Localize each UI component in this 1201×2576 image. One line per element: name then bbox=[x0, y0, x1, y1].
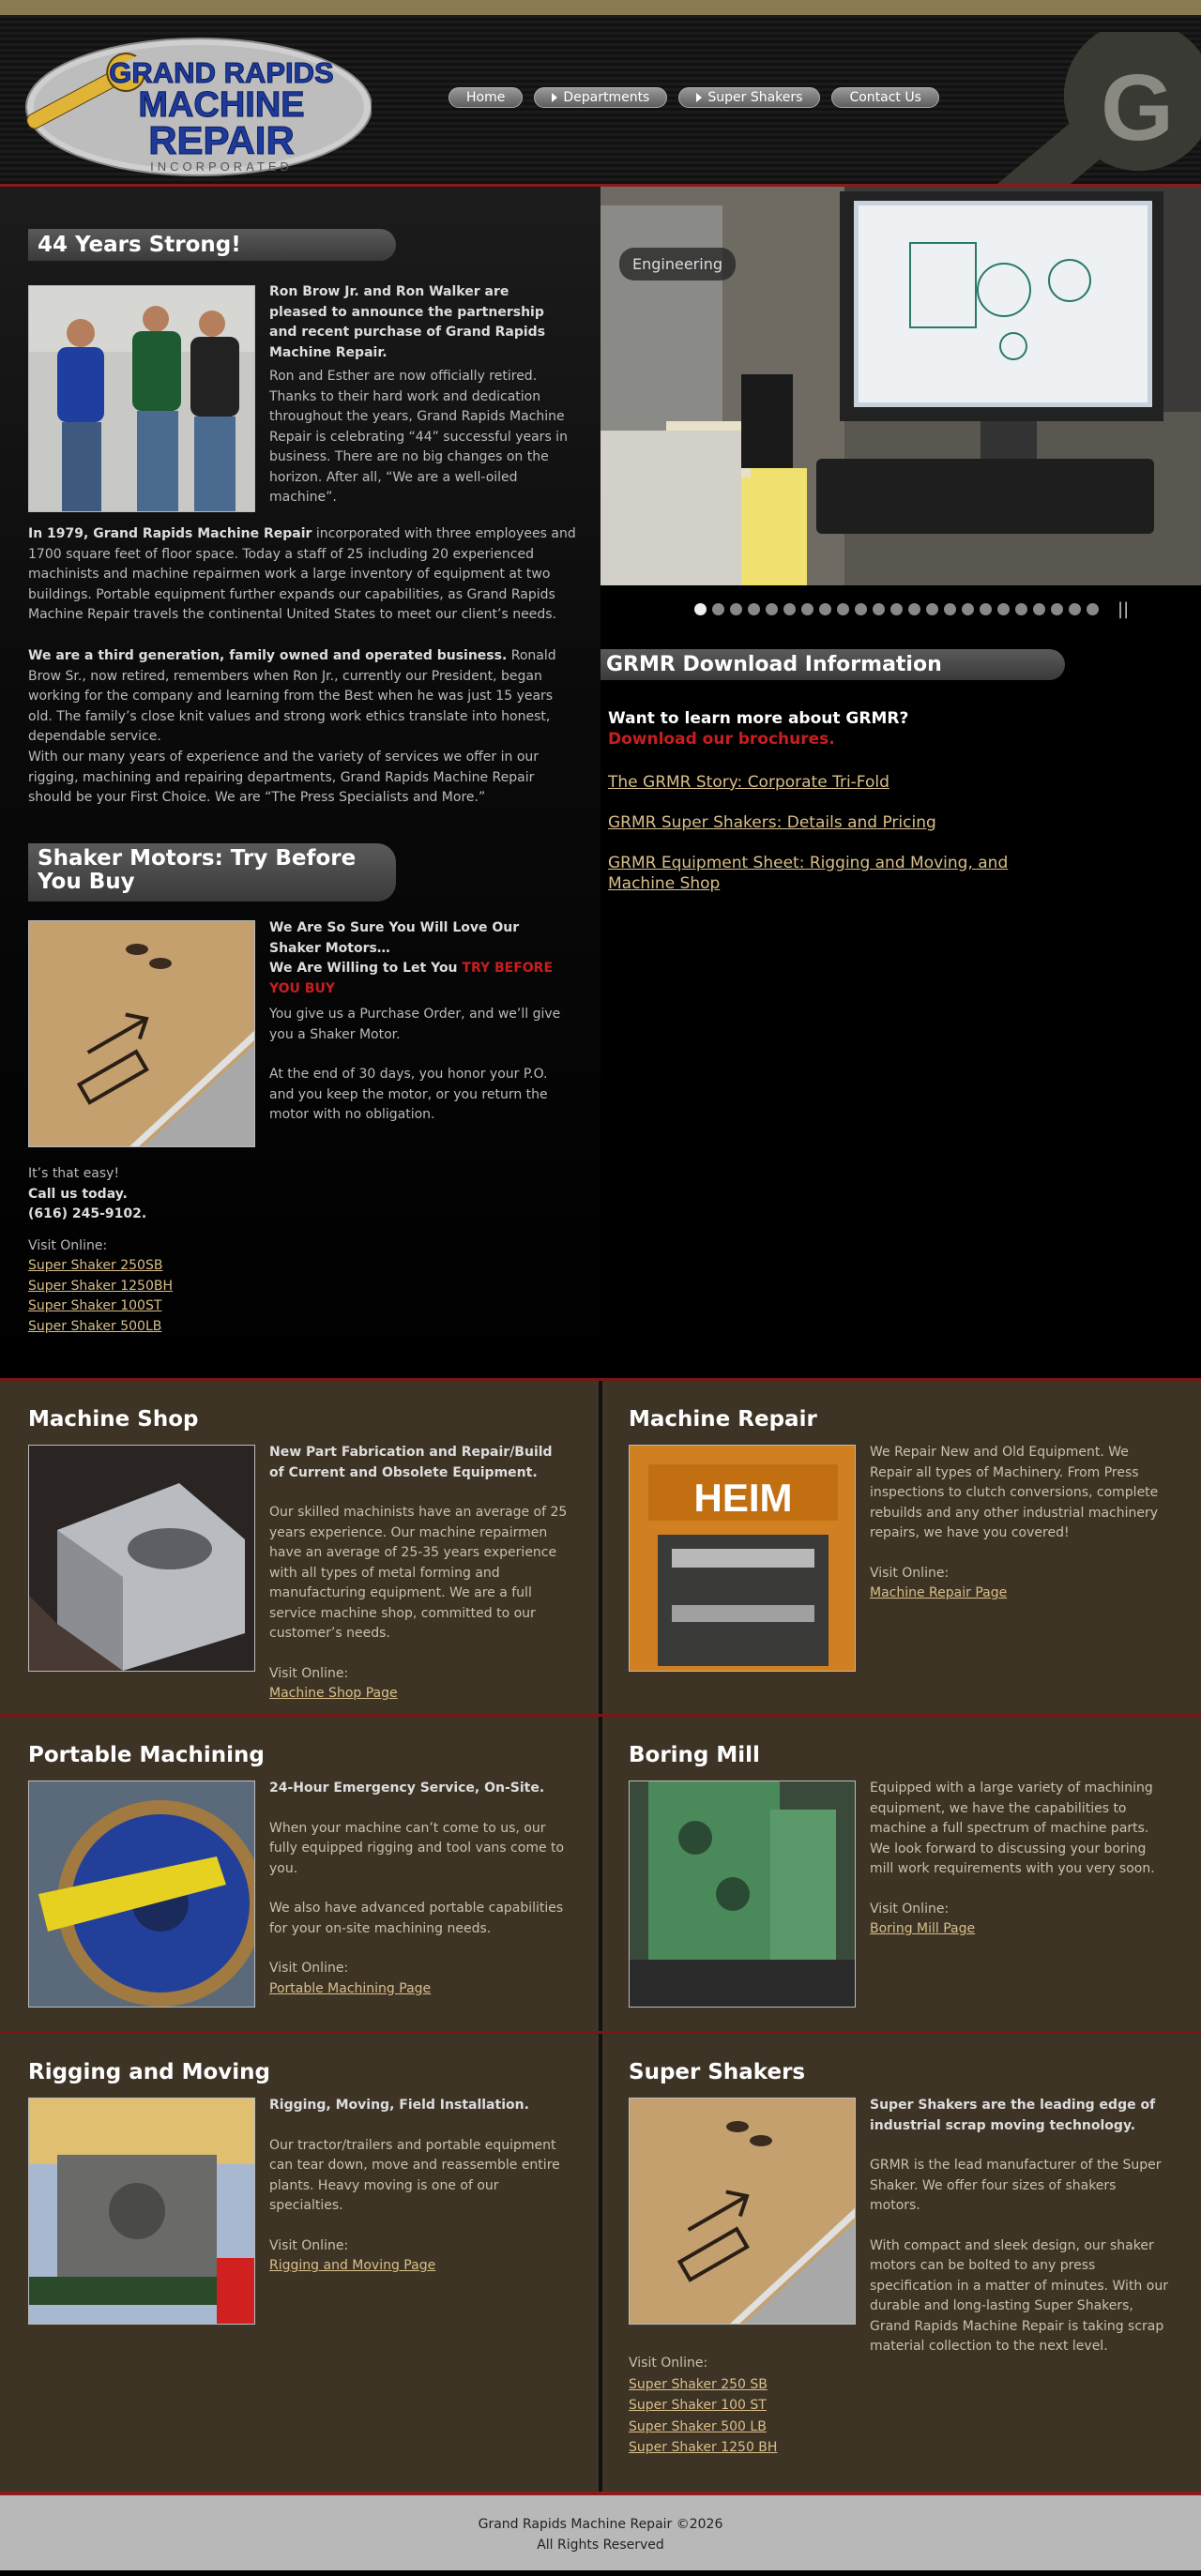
strong-p4: With our many years of experience and the variety of services we offer in our rigging, machining and repairing departments, Grand Rapids Machine Repair should be your First Choice. We are “The Press Specialists and More.” bbox=[28, 750, 540, 805]
site-header bbox=[0, 15, 1201, 187]
slider-dot[interactable] bbox=[712, 603, 724, 615]
slider-dots bbox=[694, 599, 1129, 619]
super-shakers-photo bbox=[629, 2098, 856, 2325]
super-shakers-title: Super Shakers bbox=[629, 2060, 806, 2084]
slider-dot[interactable] bbox=[962, 603, 974, 615]
section-super-shakers bbox=[600, 2031, 1201, 2492]
logo-line4: INCORPORATED bbox=[150, 159, 293, 174]
machine-repair-visit: Visit Online: bbox=[870, 1565, 950, 1581]
slider-pause-button[interactable]: || bbox=[1117, 599, 1130, 619]
nav-super-shakers-label: Super Shakers bbox=[707, 90, 803, 105]
download-question: Want to learn more about GRMR? bbox=[608, 709, 909, 728]
link-super-shaker-250sb[interactable]: Super Shaker 250SB bbox=[28, 1258, 163, 1273]
section-machine-shop bbox=[0, 1378, 600, 1714]
machine-shop-title: Machine Shop bbox=[28, 1407, 199, 1432]
shaker-call: Call us today. bbox=[28, 1186, 128, 1202]
shaker-contact bbox=[28, 1164, 403, 1337]
logo-line2: MACHINE bbox=[138, 85, 305, 125]
shaker-easy: It’s that easy! bbox=[28, 1166, 120, 1181]
main-nav bbox=[448, 87, 939, 108]
footer-rights: All Rights Reserved bbox=[537, 2538, 664, 2553]
download-title: GRMR Download Information bbox=[606, 653, 942, 676]
slider-caption: Engineering bbox=[619, 248, 736, 280]
machine-repair-text bbox=[870, 1443, 1170, 1604]
shaker-b1: We Are So Sure You Will Love Our Shaker Motors… bbox=[269, 920, 520, 956]
slider-dot[interactable] bbox=[694, 603, 707, 615]
portable-machining-bold: 24-Hour Emergency Service, On-Site. bbox=[269, 1780, 545, 1796]
link-machine-repair-page[interactable]: Machine Repair Page bbox=[870, 1585, 1008, 1600]
image-slider[interactable] bbox=[600, 187, 1201, 585]
strong-p3-bold: We are a third generation, family owned and operated business. bbox=[28, 648, 508, 663]
section-boring-mill bbox=[600, 1714, 1201, 2031]
departments-grid bbox=[0, 1378, 1201, 2492]
super-shakers-bold: Super Shakers are the leading edge of industrial scrap moving technology. bbox=[870, 2098, 1156, 2133]
super-shakers-links bbox=[629, 2353, 777, 2459]
shaker-p2: At the end of 30 days, you honor your P.O. and you keep the motor, or you return the motor with no obligation. bbox=[269, 1067, 548, 1122]
slider-dot[interactable] bbox=[944, 603, 956, 615]
rigging-moving-bold: Rigging, Moving, Field Installation. bbox=[269, 2098, 529, 2113]
nav-home-label: Home bbox=[466, 90, 506, 105]
portable-machining-photo bbox=[28, 1780, 255, 2008]
heim-press-lettering: HEIM bbox=[693, 1476, 793, 1520]
strong-intro: Ron Brow Jr. and Ron Walker are pleased to announce the partnership and recent purchase of Grand Rapids Machine Repair. bbox=[269, 284, 546, 360]
owners-photo bbox=[28, 285, 255, 512]
section-portable-machining bbox=[0, 1714, 600, 2031]
download-heading bbox=[600, 649, 1065, 680]
slider-dot[interactable] bbox=[766, 603, 778, 615]
link-grmr-story[interactable]: The GRMR Story: Corporate Tri-Fold bbox=[608, 773, 889, 792]
slider-dot[interactable] bbox=[1033, 603, 1045, 615]
section-rigging-moving bbox=[0, 2031, 600, 2492]
link-super-shaker-1250bh[interactable]: Super Shaker 1250BH bbox=[28, 1278, 173, 1294]
link-boring-mill-page[interactable]: Boring Mill Page bbox=[870, 1921, 976, 1936]
right-column bbox=[600, 187, 1201, 1378]
logo-line1: GRAND RAPIDS bbox=[109, 56, 334, 89]
slider-dot[interactable] bbox=[801, 603, 813, 615]
portable-machining-title: Portable Machining bbox=[28, 1743, 265, 1767]
company-logo[interactable] bbox=[23, 34, 372, 184]
rigging-moving-desc: Our tractor/trailers and portable equipment can tear down, move and reassemble entire plants. Heavy moving is one of our specialties. bbox=[269, 2137, 560, 2213]
slider-dot[interactable] bbox=[926, 603, 938, 615]
dropdown-arrow-icon bbox=[696, 93, 702, 102]
link-super-shaker-500lb[interactable]: Super Shaker 500LB bbox=[28, 1318, 162, 1334]
portable-machining-desc2: We also have advanced portable capabilities for your on-site machining needs. bbox=[269, 1901, 564, 1936]
slider-dot[interactable] bbox=[997, 603, 1010, 615]
nav-departments-label: Departments bbox=[563, 90, 650, 105]
strong-title: 44 Years Strong! bbox=[38, 233, 241, 257]
left-column bbox=[0, 187, 600, 1378]
shaker-intro bbox=[269, 918, 570, 999]
nav-contact-label: Contact Us bbox=[849, 90, 921, 105]
link-shaker-1250bh[interactable]: Super Shaker 1250 BH bbox=[629, 2440, 778, 2455]
nav-super-shakers[interactable] bbox=[678, 87, 820, 108]
link-shaker-100st[interactable]: Super Shaker 100 ST bbox=[629, 2398, 767, 2413]
nav-departments[interactable] bbox=[534, 87, 667, 108]
slider-dot[interactable] bbox=[1051, 603, 1063, 615]
shaker-b2: We Are Willing to Let You bbox=[269, 961, 463, 976]
slider-dot[interactable] bbox=[783, 603, 796, 615]
link-super-shaker-100st[interactable]: Super Shaker 100ST bbox=[28, 1298, 162, 1313]
top-accent-bar bbox=[0, 0, 1201, 15]
footer-copyright: Grand Rapids Machine Repair ©2026 bbox=[478, 2517, 723, 2532]
super-shakers-visit: Visit Online: bbox=[629, 2356, 708, 2371]
machine-repair-photo bbox=[629, 1445, 856, 1672]
boring-mill-visit: Visit Online: bbox=[870, 1901, 950, 1917]
portable-machining-visit: Visit Online: bbox=[269, 1961, 349, 1976]
link-super-shakers-pricing[interactable]: GRMR Super Shakers: Details and Pricing bbox=[608, 813, 936, 832]
slider-dot[interactable] bbox=[1069, 603, 1081, 615]
slider-dot[interactable] bbox=[819, 603, 831, 615]
strong-p2 bbox=[28, 524, 577, 626]
strong-p2-bold: In 1979, Grand Rapids Machine Repair bbox=[28, 526, 312, 541]
section-machine-repair bbox=[600, 1378, 1201, 1714]
machine-repair-desc: We Repair New and Old Equipment. We Repair all types of Machinery. From Press inspections to clutch conversions, complete rebuilds and any other industrial machinery repairs, we have you covered! bbox=[870, 1445, 1159, 1540]
site-footer bbox=[0, 2492, 1201, 2570]
strong-heading bbox=[28, 229, 396, 261]
slider-dot[interactable] bbox=[1087, 603, 1099, 615]
boring-mill-photo bbox=[629, 1780, 856, 2008]
rigging-moving-title: Rigging and Moving bbox=[28, 2060, 271, 2084]
download-brochures: Download our brochures. bbox=[608, 730, 835, 749]
strong-p3-text: Ronald Brow Sr., now retired, remembers when Ron Jr., currently our President, began working for the company and learning from the Best when he was just 15 years old. The family’s close knit values and strong work ethics translate into honest, dependable service. bbox=[28, 648, 556, 744]
link-rigging-moving-page[interactable]: Rigging and Moving Page bbox=[269, 2258, 436, 2273]
rigging-moving-text bbox=[269, 2096, 570, 2277]
portable-machining-desc1: When your machine can’t come to us, our fully equipped rigging and tool vans come to you. bbox=[269, 1820, 565, 1876]
logo-line3: REPAIR bbox=[148, 118, 295, 162]
nav-contact[interactable] bbox=[831, 87, 938, 108]
strong-p3 bbox=[28, 646, 577, 748]
slider-dot[interactable] bbox=[837, 603, 849, 615]
strong-p1: Ron and Esther are now officially retired. Thanks to their hard work and dedication throughout the years, Grand Rapids Machine Repair is celebrating “44” successful years in business. There are no big changes on the horizon. After all, “We are a well-oiled machine”. bbox=[269, 369, 568, 505]
boring-mill-title: Boring Mill bbox=[629, 1743, 760, 1767]
wrench-letter: G bbox=[1101, 55, 1174, 160]
boring-mill-desc: Equipped with a large variety of machining equipment, we have the capabilities to machine a full spectrum of machine parts. We look forward to discussing your boring mill work requirements with you very soon. bbox=[870, 1780, 1155, 1876]
shaker-visit-label: Visit Online: bbox=[28, 1237, 108, 1253]
strong-p2-text: incorporated with three employees and 1700 square feet of floor space. Today a staff of 25 including 20 experienced machinists and machine repairmen work a large inventory of equipment at two buildings. Portable equipment further expands our capabilities, as Grand Rapids Machine Repair travels the continental United States to meet our client’s needs. bbox=[28, 526, 576, 622]
shaker-phone: (616) 245-9102. bbox=[28, 1206, 147, 1221]
machine-shop-photo bbox=[28, 1445, 255, 1672]
machine-shop-text bbox=[269, 1443, 570, 1705]
slider-dot[interactable] bbox=[890, 603, 903, 615]
super-shakers-text bbox=[870, 2096, 1170, 2357]
rigging-moving-visit: Visit Online: bbox=[269, 2237, 349, 2253]
shaker-title: Shaker Motors: Try Before You Buy bbox=[38, 846, 357, 894]
download-links bbox=[608, 772, 1077, 894]
slider-image bbox=[600, 187, 1201, 585]
machine-shop-bold: New Part Fabrication and Repair/Build of Current and Obsolete Equipment. bbox=[269, 1445, 553, 1480]
rigging-moving-photo bbox=[28, 2098, 255, 2325]
super-shakers-desc1: GRMR is the lead manufacturer of the Super Shaker. We offer four sizes of shakers motors. bbox=[870, 2158, 1162, 2213]
slider-dot[interactable] bbox=[908, 603, 920, 615]
dropdown-arrow-icon bbox=[552, 93, 557, 102]
machine-shop-desc: Our skilled machinists have an average of 25 years experience. Our machine repairmen have an average of 25-35 years experience with all types of metal forming and manufacturing equipment. We are a full service machine shop, committed to our customer’s needs. bbox=[269, 1505, 568, 1641]
machine-shop-visit: Visit Online: bbox=[269, 1665, 349, 1681]
shaker-photo bbox=[28, 920, 255, 1147]
slider-dot[interactable] bbox=[1015, 603, 1027, 615]
slider-dot[interactable] bbox=[980, 603, 992, 615]
slider-dot[interactable] bbox=[873, 603, 885, 615]
slider-dot[interactable] bbox=[855, 603, 867, 615]
link-portable-machining-page[interactable]: Portable Machining Page bbox=[269, 1980, 432, 1996]
wrench-g-decoration bbox=[966, 32, 1201, 187]
portable-machining-text bbox=[269, 1779, 570, 1999]
super-shakers-desc2: With compact and sleek design, our shaker motors can be bolted to any press specification in a matter of minutes. With our durable and long-lasting Super Shakers, Grand Rapids Machine Repair is taking scrap material collection to the next level. bbox=[870, 2237, 1168, 2354]
download-prompt bbox=[608, 708, 908, 750]
slider-dot[interactable] bbox=[730, 603, 742, 615]
nav-home[interactable] bbox=[448, 87, 523, 108]
link-equipment-sheet[interactable]: GRMR Equipment Sheet: Rigging and Moving, and Machine Shop bbox=[608, 854, 1009, 893]
shaker-p1: You give us a Purchase Order, and we’ll give you a Shaker Motor. bbox=[269, 1007, 561, 1042]
machine-repair-title: Machine Repair bbox=[629, 1407, 817, 1432]
link-shaker-250sb[interactable]: Super Shaker 250 SB bbox=[629, 2376, 768, 2392]
shaker-heading bbox=[28, 843, 396, 902]
link-shaker-500lb[interactable]: Super Shaker 500 LB bbox=[629, 2418, 767, 2434]
main-area bbox=[0, 187, 1201, 1378]
boring-mill-text bbox=[870, 1779, 1170, 1940]
slider-dot[interactable] bbox=[748, 603, 760, 615]
shaker-try-before-buy: TRY BEFORE YOU BUY bbox=[269, 961, 554, 996]
link-machine-shop-page[interactable]: Machine Shop Page bbox=[269, 1686, 398, 1701]
